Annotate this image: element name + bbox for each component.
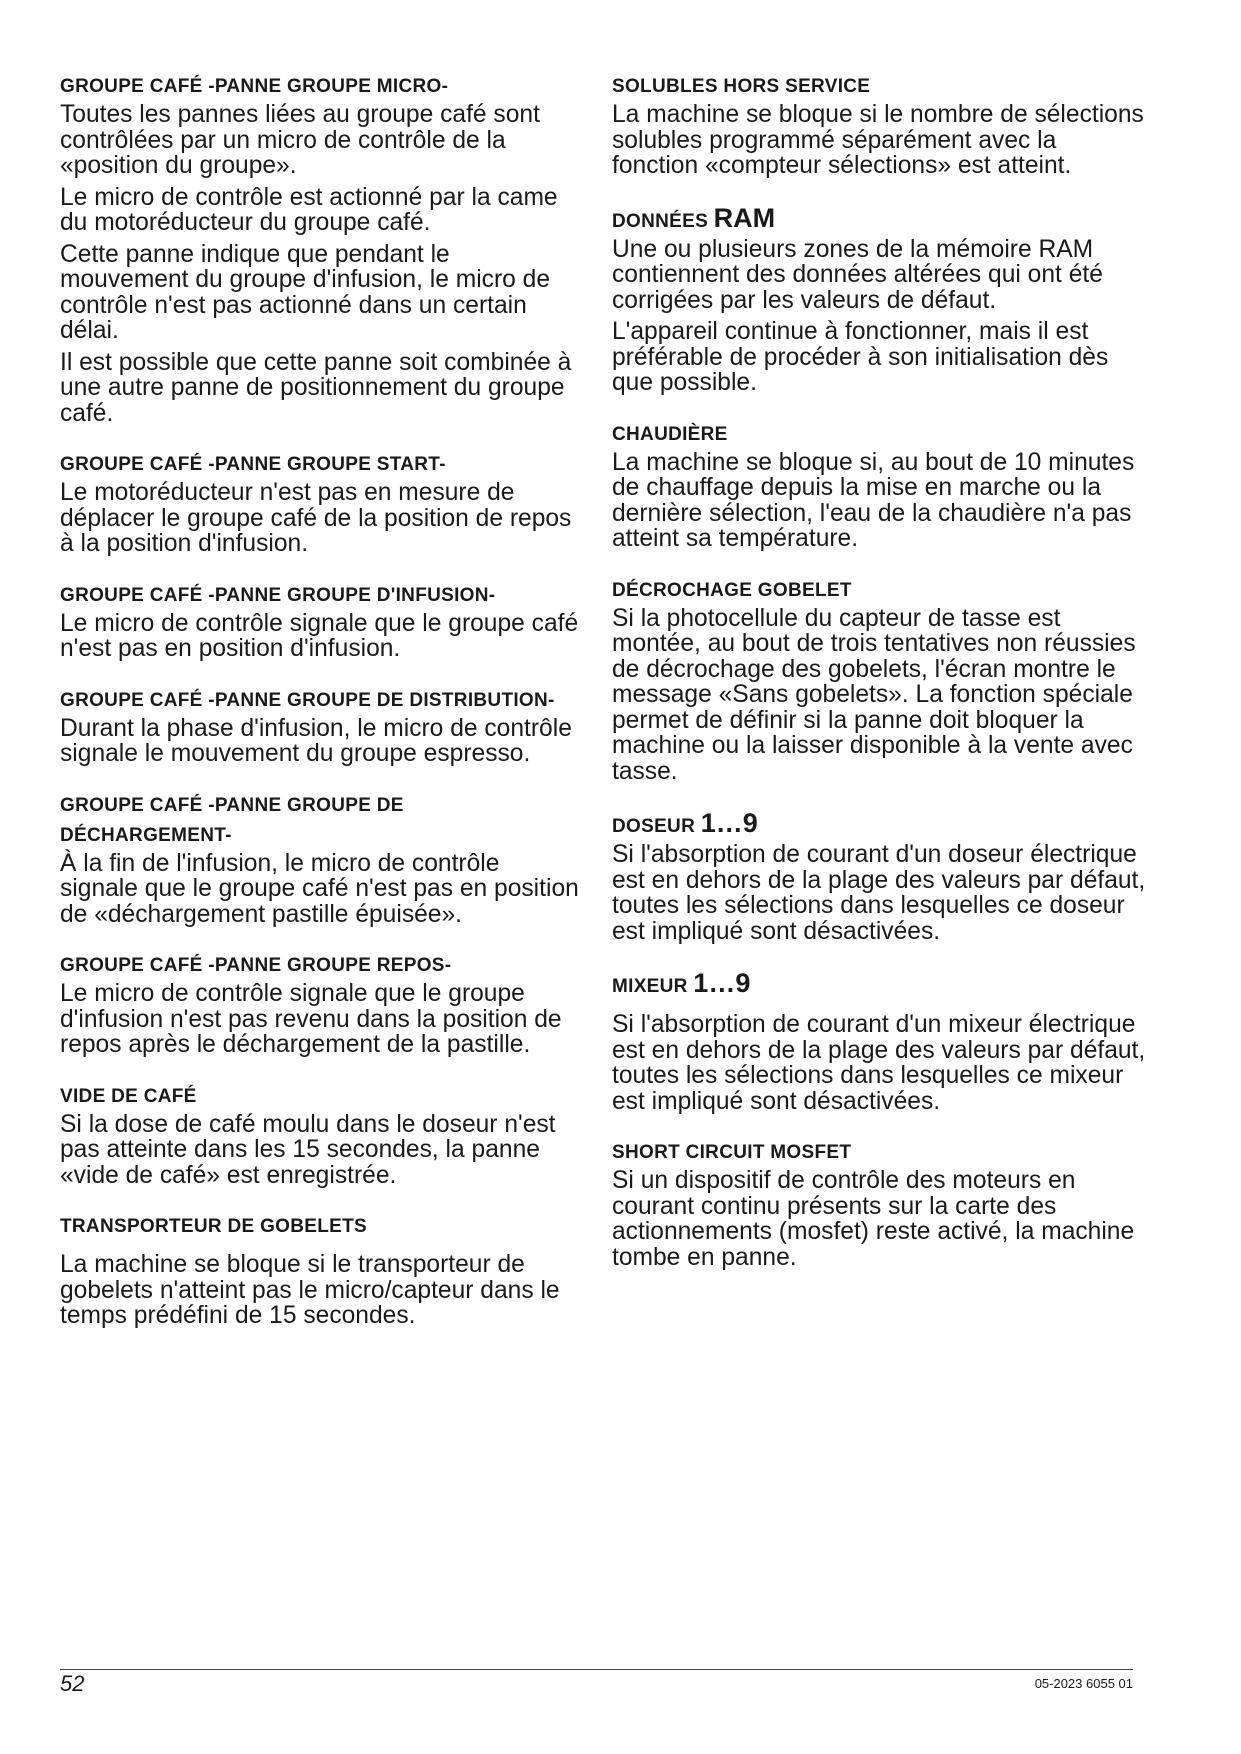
section-vide-de-cafe [60,1082,580,1189]
section-heading: GROUPE CAFÉ -PANNE GROUPE D'INFUSION- [60,584,496,606]
heading-text: DOSEUR [612,816,696,837]
section-heading [612,203,1147,237]
paragraph: L'appareil continue à fonctionner, mais il est préférable de procéder à son initialisation dès que possible. [612,318,1109,396]
paragraph: La machine se bloque si, au bout de 10 minutes de chauffage depuis la mise en marche ou la dernière sélection, l'eau de la chaudière n'a pas atteint sa température. [612,448,1135,552]
paragraph: Cette panne indique que pendant le mouvement du groupe d'infusion, le micro de contrôle n'est pas actionné dans un certain délai. [60,240,551,344]
paragraph: Le micro de contrôle signale que le groupe d'infusion n'est pas revenu dans la position de repos après le déchargement de la pastille. [60,980,562,1058]
section-panne-groupe-infusion [60,581,580,662]
section-heading: TRANSPORTEUR DE GOBELETS [60,1216,367,1237]
heading-text: MIXEUR [612,976,688,997]
section-donnees-ram [612,203,1147,396]
heading-emphasis: 1…9 [700,808,758,838]
section-heading: GROUPE CAFÉ -PANNE GROUPE REPOS- [60,955,452,976]
section-heading [612,808,1147,842]
section-heading: GROUPE CAFÉ -PANNE GROUPE DE DÉCHARGEMENT- [60,794,404,846]
section-transporteur-gobelets [60,1212,580,1329]
paragraph: Le motoréducteur n'est pas en mesure de déplacer le groupe café de la position de repos à la position d'infusion. [60,479,572,557]
right-column [612,72,1147,1294]
section-heading [612,968,1147,1002]
section-heading: GROUPE CAFÉ -PANNE GROUPE DE DISTRIBUTION- [60,689,555,711]
paragraph: Toutes les pannes liées au groupe café sont contrôlées par un micro de contrôle de la «position du groupe». [60,101,540,179]
section-heading: GROUPE CAFÉ -PANNE GROUPE START- [60,454,446,475]
section-panne-groupe-repos [60,951,580,1058]
left-column [60,72,580,1353]
paragraph: Si la dose de café moulu dans le doseur n'est pas atteinte dans les 15 secondes, la panne «vide de café» est enregistrée. [60,1110,556,1189]
section-heading: SOLUBLES HORS SERVICE [612,76,871,97]
paragraph: Le micro de contrôle signale que le groupe café n'est pas en position d'infusion. [60,609,579,662]
section-chaudiere [612,420,1147,552]
section-heading: SHORT CIRCUIT MOSFET [612,1142,852,1163]
paragraph: Si l'absorption de courant d'un doseur électrique est en dehors de la plage des valeurs par défaut, toutes les sélections dans lesquelles ce doseur est impliqué sont désactivées. [612,841,1146,945]
section-panne-groupe-dechargement [60,791,580,928]
section-short-circuit-mosfet [612,1138,1147,1270]
section-panne-groupe-distribution [60,686,580,767]
paragraph: La machine se bloque si le nombre de sélections solubles programmé séparément avec la fonction «compteur sélections» est atteint. [612,101,1144,179]
section-doseur [612,808,1147,944]
paragraph: Le micro de contrôle est actionné par la came du motoréducteur du groupe café. [60,183,558,236]
paragraph: Si un dispositif de contrôle des moteurs en courant continu présents sur la carte des actionnements (mosfet) reste activé, la machine tombe en panne. [612,1167,1135,1271]
section-solubles-hors-service [612,72,1147,179]
section-heading: DÉCROCHAGE GOBELET [612,579,852,601]
section-mixeur [612,968,1147,1114]
footer-divider [60,1669,1133,1670]
section-heading: VIDE DE CAFÉ [60,1085,197,1107]
section-heading: CHAUDIÈRE [612,423,728,445]
heading-text: DONNÉES [612,210,709,232]
heading-emphasis: RAM [713,202,776,233]
paragraph: Une ou plusieurs zones de la mémoire RAM contiennent des données altérées qui ont été corrigées par les valeurs de défaut. [612,235,1103,314]
page-number: 52 [60,1671,85,1696]
paragraph: La machine se bloque si le transporteur de gobelets n'atteint pas le micro/capteur dans le temps prédéfini de 15 secondes. [60,1251,560,1329]
paragraph: Durant la phase d'infusion, le micro de contrôle signale le mouvement du groupe espresso. [60,714,572,767]
section-panne-groupe-micro [60,72,580,426]
paragraph: Si la photocellule du capteur de tasse est montée, au bout de trois tentatives non réussies de décrochage des gobelets, l'écran montre le message «Sans gobelets». La fonction spéciale permet de définir si la panne doit bloquer la machine ou la laisser disponible à la vente avec tasse. [612,604,1136,785]
paragraph: Si l'absorption de courant d'un mixeur électrique est en dehors de la plage des valeurs par défaut, toutes les sélections dans lesquelles ce mixeur est impliqué sont désactivées. [612,1011,1146,1115]
section-heading: GROUPE CAFÉ -PANNE GROUPE MICRO- [60,76,449,97]
section-decrochage-gobelet [612,576,1147,785]
section-panne-groupe-start [60,450,580,557]
heading-emphasis: 1…9 [693,968,751,998]
document-code: 05-2023 6055 01 [1034,1676,1133,1691]
paragraph: À la fin de l'infusion, le micro de contrôle signale que le groupe café n'est pas en position de «déchargement pastille épuisée». [60,849,579,928]
paragraph: Il est possible que cette panne soit combinée à une autre panne de positionnement du groupe café. [60,348,572,427]
